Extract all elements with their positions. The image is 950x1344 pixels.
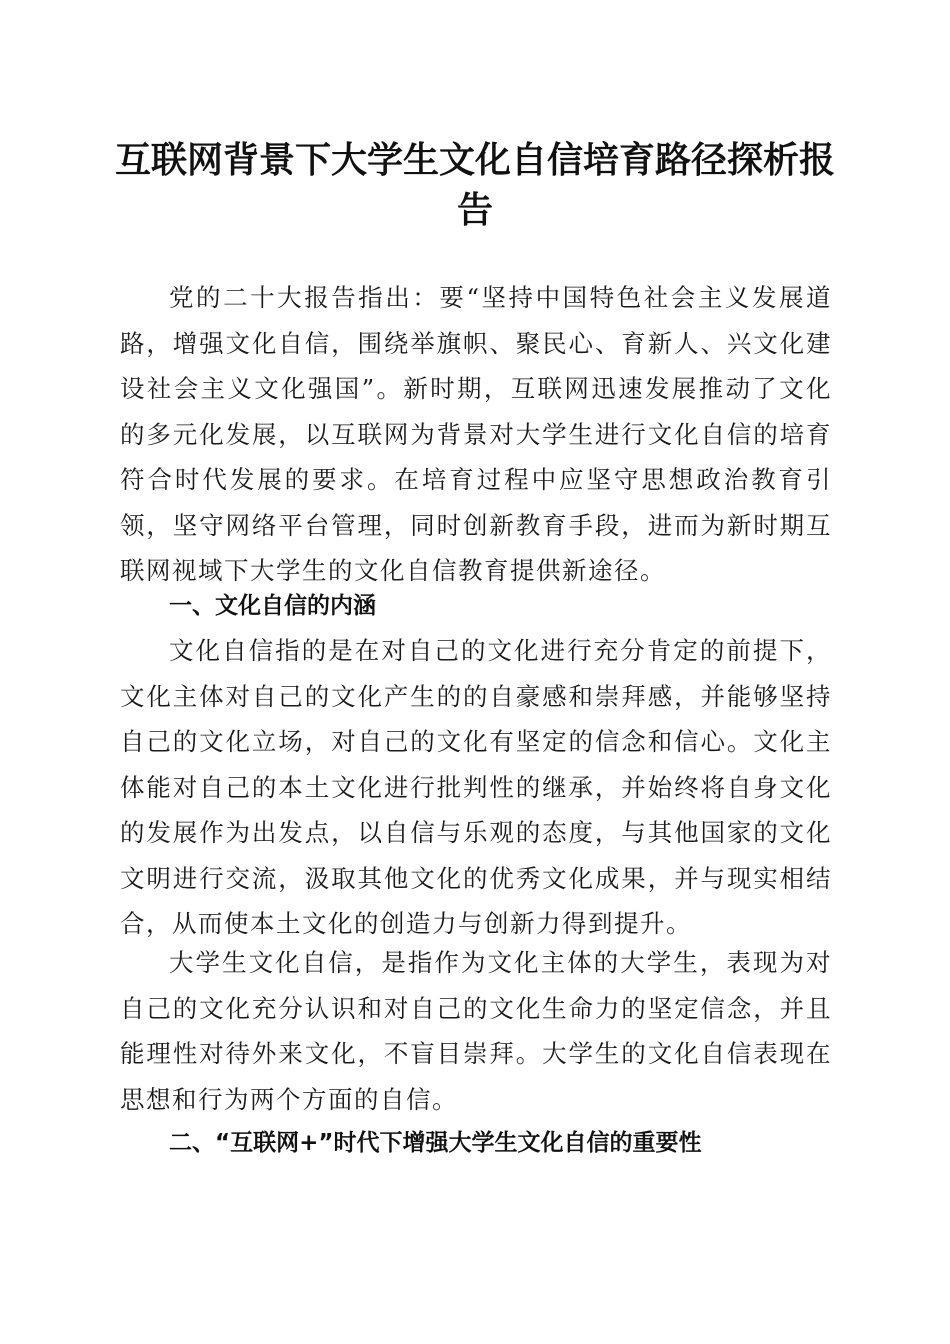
intro-paragraph: 党的二十大报告指出：要“坚持中国特色社会主义发展道路，增强文化自信，围绕举旗帜、聚民心、育新人、兴文化建设社会主义文化强国”。新时期，互联网迅速发展推动了文化的多元化发展，以互联网为背景对大学生进行文化自信的培育符合时代发展的要求。在培育过程中应坚守思想政治教育引领，坚守网络平台管理，同时创新教育手段，进而为新时期互联网视域下大学生的文化自信教育提供新途径。 (120, 283, 832, 585)
section1-paragraph-2: 大学生文化自信，是指作为文化主体的大学生，表现为对自己的文化充分认识和对自己的文化生命力的坚定信念，并且能理性对待外来文化，不盲目崇拜。大学生的文化自信表现在思想和行为两个方面的自信。 (120, 948, 832, 1114)
section1-paragraph-1: 文化自信指的是在对自己的文化进行充分肯定的前提下，文化主体对自己的文化产生的的自豪感和崇拜感，并能够坚持自己的文化立场，对自己的文化有坚定的信念和信心。文化主体能对自己的本土文化进行批判性的继承，并始终将自身文化的发展作为出发点，以自信与乐观的态度，与其他国家的文化文明进行交流，汲取其他文化的优秀文化成果，并与现实相结合，从而使本土文化的创造力与创新力得到提升。 (120, 636, 832, 938)
section-heading-1: 一、文化自信的内涵 (169, 593, 376, 619)
section-heading-2: 二、“互联网+”时代下增强大学生文化自信的重要性 (169, 1130, 702, 1156)
document-title: 互联网背景下大学生文化自信培育路径探析报告 (114, 139, 835, 231)
